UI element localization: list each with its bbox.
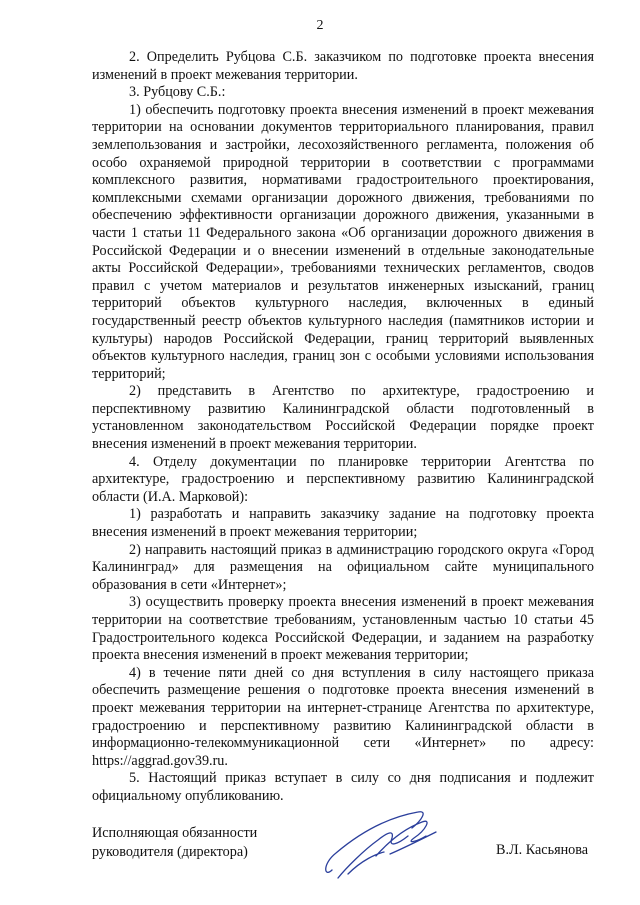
paragraph-2-customer: 2. Определить Рубцова С.Б. заказчиком по подготовке проекта внесения изменений в проект межевания территории.	[92, 49, 594, 83]
signatory-name: В.Л. Касьянова	[496, 842, 589, 858]
paragraph-3-header: 3. Рубцову С.Б.:	[129, 84, 226, 101]
paragraph-4-3: 3) осуществить проверку проекта внесения изменений в проект межевания территории на соответствие требованиям, установленным частью 10 статьи 45 Градостроительного кодекса Российской Федерации, и заданием на разработку проекта внесения изменений в проект межевания территории;	[92, 594, 594, 664]
paragraph-4-header: 4. Отделу документации по планировке территории Агентства по архитектуре, градостроению и перспективному развитию Калининградской области (И.А. Марковой):	[92, 453, 594, 505]
signatory-position-line2: руководителя (директора)	[92, 843, 248, 860]
paragraph-3-1: 1) обеспечить подготовку проекта внесения изменений в проект межевания территории на основании документов территориального планирования, правил землепользования и застройки, лесохозяйственного регламента, положения об особо охраняемой природной территории в соответствии с программами комплексного развития, нормативами градостроительного проектирования, комплексными схемами организации дорожного движения, требованиями по обеспечению эффективности организации дорожного движения, указанными в части 1 статьи 11 Федерального закона «Об организации дорожного движения в Российской Федерации и о внесении изменений в отдельные законодательные акты Российской Федерации», требованиями технических регламентов, сводов правил с учетом материалов и результатов инженерных изысканий, границ территорий объектов культурного наследия, включенных в единый государственный реестр объектов культурного наследия (памятников истории и культуры) народов Российской Федерации, границ территорий выявленных объектов культурного наследия, границ зон с особыми условиями использования территорий;	[92, 101, 594, 382]
handwritten-signature	[318, 808, 448, 886]
document-body	[92, 49, 594, 806]
page-number: 2	[316, 18, 324, 33]
signatory-position-line1: Исполняющая обязанности	[92, 825, 258, 841]
paragraph-5: 5. Настоящий приказ вступает в силу со дня подписания и подлежит официальному опубликованию.	[92, 770, 594, 804]
paragraph-4-2: 2) направить настоящий приказ в администрацию городского округа «Город Калининград» для размещения на официальном сайте муниципального образования в сети «Интернет»;	[92, 541, 594, 593]
paragraph-3-2: 2) представить в Агентство по архитектуре, градостроению и перспективному развитию Калининградской области подготовленный в установленном законодательством Российской Федерации порядке проект внесения изменений в проект межевания территории.	[92, 383, 594, 453]
signatory-position	[92, 824, 257, 861]
paragraph-4-1: 1) разработать и направить заказчику задание на подготовку проекта внесения изменений в проект межевания территории;	[92, 506, 594, 541]
paragraph-4-4: 4) в течение пяти дней со дня вступления в силу настоящего приказа обеспечить размещение решения о подготовке проекта внесения изменений в проект межевания территории на интернет-странице Агентства по архитектуре, градостроению и перспективному развитию Калининградской области в информационно-телекоммуникационной сети «Интернет» по адресу: https://aggrad.gov39.ru.	[92, 664, 594, 769]
